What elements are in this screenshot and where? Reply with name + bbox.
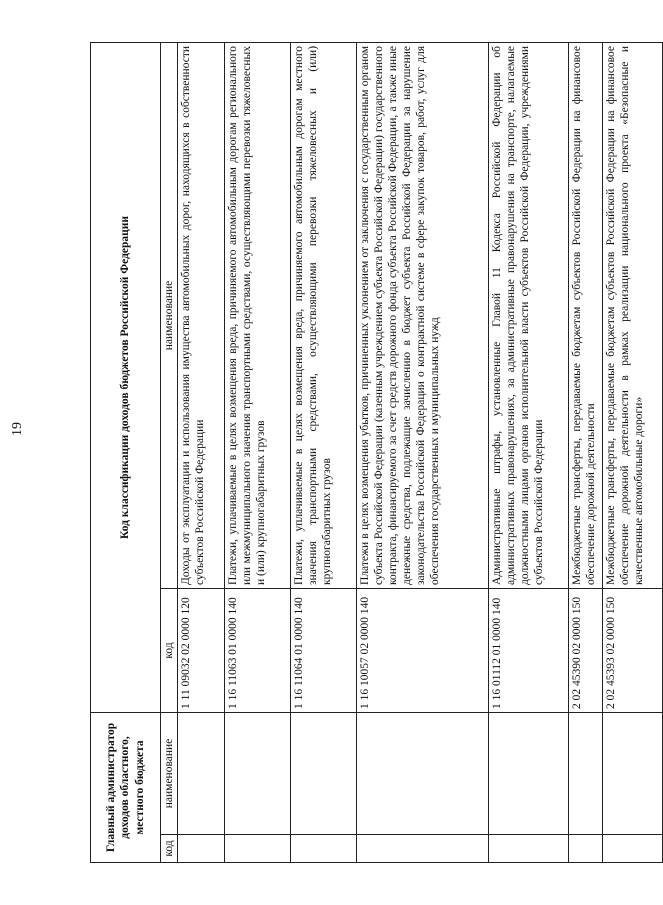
table-row — [357, 42, 489, 862]
admin-name-cell — [225, 712, 291, 834]
admin-name-cell — [178, 712, 225, 834]
table-row — [291, 42, 357, 862]
admin-code-cell — [225, 835, 291, 863]
classification-name-cell: Межбюджетные трансферты, передаваемые бюджетам субъектов Российской Федерации на финансовое обеспечение дорожной деятельности в рамках реализации национального проекта «Безопасные и качественные автомобильные дороги» — [603, 42, 663, 588]
classification-code-cell: 1 16 11064 01 0000 140 — [291, 588, 357, 712]
classification-code-cell: 1 16 10057 02 0000 140 — [357, 588, 489, 712]
classification-code-cell: 1 11 09032 02 0000 120 — [178, 588, 225, 712]
classification-code-cell: 1 16 11063 01 0000 140 — [225, 588, 291, 712]
classification-name-cell: Платежи, уплачиваемые в целях возмещения вреда, причиняемого автомобильным дорогам местного значения транспортными средствами, осуществляющими перевозки тяжеловесных и (или) крупногабаритных грузов — [291, 42, 357, 588]
admin-code-cell — [603, 835, 663, 863]
table-row — [603, 42, 663, 862]
classification-name-cell: Межбюджетные трансферты, передаваемые бюджетам субъектов Российской Федерации на финансовое обеспечение дорожной деятельности — [569, 42, 603, 588]
header-class-name: наименование — [161, 42, 178, 588]
table-row — [489, 42, 569, 862]
header-admin-name: наименование — [161, 712, 178, 834]
rotated-table-container — [90, 43, 646, 863]
admin-code-cell — [291, 835, 357, 863]
admin-code-cell — [178, 835, 225, 863]
classification-name-cell: Административные штрафы, установленные Главой 11 Кодекса Российской Федерации об административных правонарушениях, за административные правонарушения на транспорте, налагаемые должностными лицами органов исполнительной власти субъектов Российской Федерации, учреждениями субъектов Российской Федерации — [489, 42, 569, 588]
admin-name-cell — [357, 712, 489, 834]
classification-name-cell: Доходы от эксплуатации и использования имущества автомобильных дорог, находящихся в собственности субъектов Российской Федерации — [178, 42, 225, 588]
admin-name-cell — [291, 712, 357, 834]
page-number: 19 — [10, 422, 25, 436]
admin-name-cell — [569, 712, 603, 834]
header-admin-code: код — [161, 835, 178, 863]
admin-code-cell — [357, 835, 489, 863]
classification-code-cell: 2 02 45393 02 0000 150 — [603, 588, 663, 712]
table-row — [178, 42, 225, 862]
table-row — [569, 42, 603, 862]
header-class-code: код — [161, 588, 178, 712]
classification-name-cell: Платежи, уплачиваемые в целях возмещения вреда, причиняемого автомобильным дорогам регионального или межмуниципального значения транспортными средствами, осуществляющими перевозки тяжеловесных и (или) крупногабаритных грузов — [225, 42, 291, 588]
admin-name-cell — [489, 712, 569, 834]
header-classification-code: Код классификации доходов бюджетов Российской Федерации — [91, 42, 161, 712]
admin-code-cell — [489, 835, 569, 863]
revenue-classification-table — [90, 42, 663, 863]
table-row — [225, 42, 291, 862]
admin-name-cell — [603, 712, 663, 834]
header-chief-administrator: Главный администратор доходов областного, местного бюджета — [91, 712, 161, 862]
classification-name-cell: Платежи в целях возмещения убытков, причиненных уклонением от заключения с государственным органом субъекта Российской Федерации (казенным учреждением субъекта Российской Федерации) государственного контракта, финансируемого за счет средств дорожного фонда субъекта Российской Федерации, а также иные денежные средства, подлежащие зачислению в бюджет субъекта Российской Федерации за нарушение законодательства Российской Федерации о контрактной системе в сфере закупок товаров, работ, услуг для обеспечения государственных и муниципальных нужд — [357, 42, 489, 588]
classification-code-cell: 2 02 45390 02 0000 150 — [569, 588, 603, 712]
classification-code-cell: 1 16 01112 01 0000 140 — [489, 588, 569, 712]
admin-code-cell — [569, 835, 603, 863]
